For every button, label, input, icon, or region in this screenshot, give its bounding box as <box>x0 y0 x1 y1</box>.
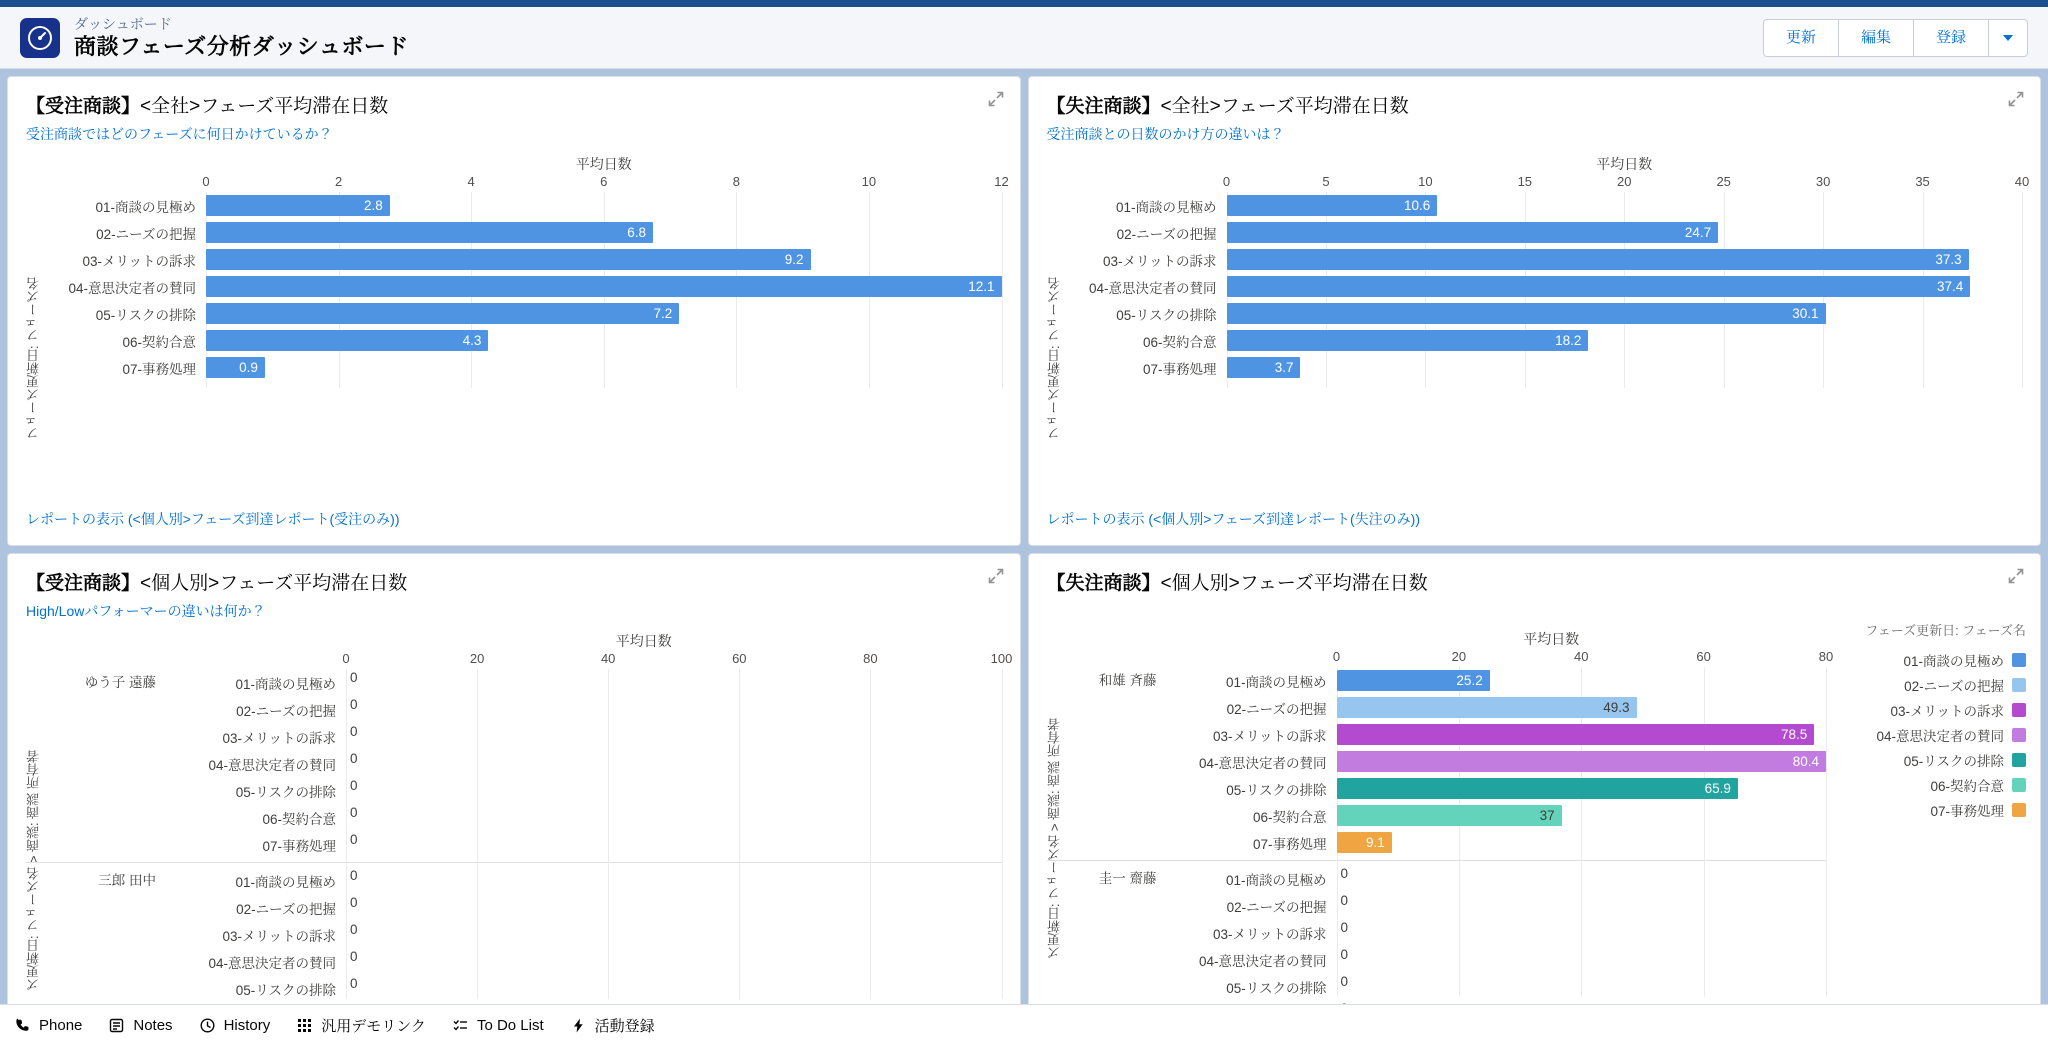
x-tick: 80 <box>863 651 878 666</box>
x-axis-title: 平均日数 <box>615 633 672 649</box>
group-owner-label: ゆう子 遠藤 <box>84 675 156 690</box>
y-axis-title: フェーズ更新日: フェーズ名 <box>26 276 41 440</box>
expand-icon[interactable] <box>2008 568 2024 584</box>
legend-item[interactable] <box>1840 672 2026 697</box>
x-tick: 20 <box>469 651 485 666</box>
legend-label: 04-意思決定者の賛同 <box>1876 728 2004 744</box>
bar-row[interactable] <box>166 669 1002 696</box>
bar-value: 30.1 <box>1792 306 1819 321</box>
bar-category-label: 04-意思決定者の賛同 <box>1198 755 1327 771</box>
bar-row[interactable] <box>26 246 1002 273</box>
bar-value: 0 <box>350 778 358 793</box>
bar-row[interactable] <box>1167 721 1827 748</box>
legend-item[interactable] <box>1840 722 2026 747</box>
bar[interactable] <box>1337 778 1738 799</box>
bar-category-label: 03-メリットの訴求 <box>222 730 336 746</box>
bar-row[interactable] <box>26 327 1002 354</box>
bolt-icon <box>570 1017 587 1034</box>
notes-icon <box>108 1017 125 1034</box>
bar[interactable] <box>1337 751 1827 772</box>
card-title-bold: 【受注商談】 <box>26 573 141 594</box>
bar-value: 3.7 <box>1274 360 1294 375</box>
edit-button[interactable]: 編集 <box>1838 19 1914 57</box>
bar-value: 4.3 <box>462 333 482 348</box>
group-owner-label: 圭一 齋藤 <box>1098 871 1157 886</box>
utility-notes[interactable] <box>108 1017 172 1034</box>
bar-value: 12.1 <box>968 279 995 294</box>
utility-demo-link[interactable] <box>296 1015 426 1036</box>
report-link[interactable]: レポートの表示 (<個人別>フェーズ到達レポート(受注のみ)) <box>26 511 400 527</box>
bar-category-label: 05-リスクの排除 <box>1226 980 1327 996</box>
bar-row[interactable] <box>166 696 1002 723</box>
bar-value: 37.4 <box>1937 279 1964 294</box>
expand-icon[interactable] <box>2008 91 2024 107</box>
bar-category-label: 02-ニーズの把握 <box>236 703 336 719</box>
page-header <box>0 7 2048 69</box>
bar-row[interactable] <box>1167 667 1827 694</box>
bar[interactable] <box>1337 805 1562 826</box>
bar-value: 0 <box>350 697 358 712</box>
bar-value: 9.1 <box>1366 835 1385 850</box>
expand-icon[interactable] <box>988 91 1004 107</box>
bar-group <box>1047 667 1827 856</box>
bar-value: 0 <box>350 751 358 766</box>
bar-value: 0 <box>350 868 358 883</box>
x-axis-ticks <box>1332 649 1834 667</box>
bar-value: 49.3 <box>1603 700 1630 715</box>
bar-value: 0 <box>350 724 358 739</box>
x-tick: 0 <box>1332 649 1341 664</box>
bar-row[interactable] <box>1167 919 1827 946</box>
chart-lost-company <box>1046 154 2030 440</box>
bar-value: 0 <box>1340 866 1349 881</box>
card-title <box>26 91 1002 118</box>
card-title-plain: <全社>フェーズ平均滞在日数 <box>1160 96 1409 117</box>
plot-area <box>26 192 1002 388</box>
bar-category-label: 06-契約合意 <box>262 811 336 827</box>
x-axis-title: 平均日数 <box>1523 631 1580 647</box>
bar-row[interactable] <box>1167 802 1827 829</box>
bar-category-label: 02-ニーズの把握 <box>96 226 196 242</box>
bar-row[interactable] <box>166 948 1002 975</box>
bar-value: 18.2 <box>1555 333 1582 348</box>
top-accent-bar <box>0 0 2048 7</box>
bar-category-label: 07-事務処理 <box>1252 836 1327 852</box>
title-block <box>74 16 409 59</box>
refresh-button[interactable]: 更新 <box>1763 19 1839 57</box>
bar[interactable] <box>1227 330 1589 351</box>
bar-category-label: 01-商談の見極め <box>235 874 336 890</box>
bar-category-label: 06-契約合意 <box>122 334 196 350</box>
bar-row[interactable] <box>166 921 1002 948</box>
legend-swatch-icon <box>2012 703 2026 717</box>
chart-lost-person <box>1046 629 1834 997</box>
utility-history[interactable] <box>199 1017 271 1034</box>
clock-icon <box>199 1017 216 1034</box>
bar-row[interactable] <box>1167 973 1827 1000</box>
card-lost-company <box>1028 76 2042 546</box>
bar-row[interactable] <box>166 831 1002 858</box>
y-axis-title: フェーズ更新日: フェーズ名 <box>1046 276 1062 440</box>
bar-category-label: 05-リスクの排除 <box>1226 782 1327 798</box>
bar-row[interactable] <box>1167 775 1827 802</box>
x-tick: 80 <box>1818 649 1834 664</box>
bar-value: 0 <box>350 895 358 910</box>
bar-value: 24.7 <box>1684 225 1712 240</box>
bar-category-label: 01-商談の見極め <box>95 199 196 215</box>
bar-category-label: 01-商談の見極め <box>235 676 336 692</box>
legend-swatch-icon <box>2012 803 2026 817</box>
card-title <box>1047 568 2023 595</box>
bar-value: 0 <box>1340 974 1349 989</box>
bar-row[interactable] <box>1167 892 1827 919</box>
bar-group <box>26 669 1002 858</box>
bar-value: 37 <box>1539 808 1555 823</box>
bar[interactable] <box>1227 195 1438 216</box>
legend-label: 02-ニーズの把握 <box>1904 678 2004 694</box>
bar-value: 0 <box>350 922 358 937</box>
y-axis-title: ズ更新日: フェーズ名 > 商談: 商談 所有者 <box>26 750 41 991</box>
bar-value: 0 <box>350 832 358 847</box>
card-title-bold: 【失注商談】 <box>1046 96 1161 117</box>
bar-category-label: 04-意思決定者の賛同 <box>1088 280 1217 296</box>
x-axis-ticks <box>1222 174 2030 192</box>
dashboard-icon <box>20 18 60 58</box>
bar-row[interactable] <box>166 723 1002 750</box>
bar-row[interactable] <box>26 273 1002 300</box>
bar-category-label: 05-リスクの排除 <box>235 982 336 998</box>
x-tick: 8 <box>732 174 740 189</box>
bar-category-label: 06-契約合意 <box>1142 334 1217 350</box>
bar-value: 0 <box>350 670 358 685</box>
bar[interactable] <box>1337 832 1392 853</box>
page-title: 商談フェーズ分析ダッシュボード <box>74 33 409 59</box>
bar-category-label: 03-メリットの訴求 <box>82 253 196 269</box>
bar-row[interactable] <box>1047 327 2023 354</box>
utility-label: History <box>223 1017 271 1034</box>
bar-category-label: 07-事務処理 <box>122 361 196 377</box>
utility-label: Phone <box>39 1017 83 1034</box>
list-icon <box>452 1017 469 1034</box>
x-tick: 60 <box>1696 649 1711 664</box>
bar[interactable] <box>1227 222 1719 243</box>
bar[interactable] <box>206 195 390 216</box>
legend-title: フェーズ更新日: フェーズ名 <box>1865 623 2026 638</box>
bar-value: 0 <box>350 805 358 820</box>
bar-category-label: 04-意思決定者の賛同 <box>1198 953 1327 969</box>
x-tick: 100 <box>990 651 1013 666</box>
legend-item[interactable] <box>1840 697 2026 722</box>
chevron-down-icon <box>2003 35 2013 41</box>
bar-group <box>1047 865 1827 1023</box>
group-owner-label: 三郎 田中 <box>98 873 156 888</box>
bar-row[interactable] <box>1047 300 2023 327</box>
card-won-company <box>7 76 1021 546</box>
bar-row[interactable] <box>1047 354 2023 381</box>
x-tick: 15 <box>1517 174 1533 189</box>
chart-won-company <box>26 154 1009 440</box>
bar[interactable] <box>1337 697 1637 718</box>
bar[interactable] <box>206 222 653 243</box>
bar-row[interactable] <box>166 867 1002 894</box>
x-tick: 2 <box>334 174 343 189</box>
bar-row[interactable] <box>1167 829 1827 856</box>
legend-swatch-icon <box>2012 753 2026 767</box>
bar-category-label: 02-ニーズの把握 <box>1116 226 1217 242</box>
bar-value: 25.2 <box>1456 673 1483 688</box>
card-title <box>26 568 1002 595</box>
bar-row[interactable] <box>1167 694 1827 721</box>
bar[interactable] <box>1227 249 1969 270</box>
x-tick: 12 <box>994 174 1009 189</box>
bar-value: 37.3 <box>1935 252 1962 267</box>
bar-row[interactable] <box>1167 748 1827 775</box>
bar-value: 65.9 <box>1704 781 1731 796</box>
x-tick: 10 <box>1418 174 1433 189</box>
card-title-bold: 【受注商談】 <box>26 96 141 117</box>
x-tick: 40 <box>1574 649 1589 664</box>
dashboard-grid <box>0 69 2048 1023</box>
legend-swatch-icon <box>2012 728 2026 742</box>
bar-row[interactable] <box>1047 192 2023 219</box>
phone-icon <box>14 1017 31 1034</box>
x-axis-title: 平均日数 <box>1596 156 1653 172</box>
bar-category-label: 03-メリットの訴求 <box>1213 926 1327 942</box>
subscribe-button[interactable]: 登録 <box>1913 19 1989 57</box>
bar-row[interactable] <box>1047 246 2023 273</box>
x-tick: 35 <box>1915 174 1930 189</box>
x-tick: 25 <box>1716 174 1731 189</box>
plot-area <box>26 669 1002 999</box>
bar-category-label: 01-商談の見極め <box>1115 199 1217 215</box>
utility-todo[interactable] <box>452 1017 544 1034</box>
bar-row[interactable] <box>1047 219 2023 246</box>
bar-category-label: 02-ニーズの把握 <box>236 901 336 917</box>
utility-label: 活動登録 <box>594 1018 655 1035</box>
legend-swatch-icon <box>2012 678 2026 692</box>
utility-label: Notes <box>133 1017 173 1034</box>
x-axis-ticks <box>342 651 1013 669</box>
bar-row[interactable] <box>166 894 1002 921</box>
bar-row[interactable] <box>166 804 1002 831</box>
x-tick: 30 <box>1815 174 1831 189</box>
bar-category-label: 01-商談の見極め <box>1225 674 1327 690</box>
card-subtitle[interactable]: 受注商談ではどのフェーズに何日かけているか？ <box>26 126 333 142</box>
bar[interactable] <box>206 357 265 378</box>
x-tick: 10 <box>861 174 877 189</box>
legend-swatch-icon <box>2012 778 2026 792</box>
bar[interactable] <box>206 330 488 351</box>
bar-value: 6.8 <box>627 225 647 240</box>
card-lost-person <box>1028 553 2042 1023</box>
bar[interactable] <box>206 303 679 324</box>
bar-value: 0 <box>350 976 358 991</box>
header-actions <box>1763 19 2028 57</box>
bar-row[interactable] <box>1167 865 1827 892</box>
card-title <box>1047 91 2023 118</box>
bar-row[interactable] <box>26 192 1002 219</box>
bar-value: 10.6 <box>1404 198 1431 213</box>
bar-row[interactable] <box>26 354 1002 381</box>
bar[interactable] <box>1227 303 1826 324</box>
utility-bar <box>0 1004 2048 1046</box>
card-subtitle[interactable]: High/Lowパフォーマーの違いは何か？ <box>26 603 266 619</box>
bar-category-label: 04-意思決定者の賛同 <box>208 757 336 773</box>
bar[interactable] <box>206 276 1002 297</box>
bar-category-label: 05-リスクの排除 <box>95 307 196 323</box>
bar-value: 80.4 <box>1792 754 1819 769</box>
x-tick: 60 <box>732 651 747 666</box>
bar-value: 0.9 <box>239 360 258 375</box>
bar[interactable] <box>1227 276 1971 297</box>
group-owner-label: 和雄 斉藤 <box>1098 673 1157 688</box>
bar-value: 7.2 <box>653 306 673 321</box>
utility-phone[interactable] <box>14 1017 82 1034</box>
x-tick: 0 <box>342 651 350 666</box>
card-won-person <box>7 553 1021 1023</box>
x-tick: 5 <box>1322 174 1330 189</box>
legend-item[interactable] <box>1840 747 2026 772</box>
bar-value: 0 <box>1340 947 1349 962</box>
chart-legend <box>1840 620 2026 822</box>
card-title-plain: <全社>フェーズ平均滞在日数 <box>140 96 389 117</box>
bar-value: 0 <box>1340 920 1349 935</box>
bar-category-label: 04-意思決定者の賛同 <box>208 955 336 971</box>
expand-icon[interactable] <box>988 568 1004 584</box>
bar-row[interactable] <box>166 777 1002 804</box>
utility-log-activity[interactable] <box>570 1015 655 1036</box>
plot-area <box>1047 192 2023 388</box>
bar[interactable] <box>1337 724 1815 745</box>
legend-label: 06-契約合意 <box>1930 778 2004 794</box>
bar-row[interactable] <box>166 750 1002 777</box>
utility-label: To Do List <box>476 1017 544 1034</box>
bar-row[interactable] <box>1167 946 1827 973</box>
card-title-bold: 【失注商談】 <box>1046 573 1161 594</box>
bar-row[interactable] <box>26 219 1002 246</box>
grid-icon <box>296 1017 313 1034</box>
x-tick: 0 <box>202 174 210 189</box>
legend-label: 01-商談の見極め <box>1903 653 2004 669</box>
chart-won-person <box>26 631 1013 999</box>
x-tick: 20 <box>1617 174 1632 189</box>
x-tick: 4 <box>467 174 475 189</box>
legend-label: 05-リスクの排除 <box>1903 753 2004 769</box>
legend-item[interactable] <box>1840 772 2026 797</box>
x-axis-title: 平均日数 <box>575 156 632 172</box>
bar[interactable] <box>206 249 811 270</box>
bar-value: 2.8 <box>363 198 383 213</box>
bar-category-label: 04-意思決定者の賛同 <box>68 280 196 296</box>
breadcrumb[interactable]: ダッシュボード <box>74 15 172 32</box>
bar[interactable] <box>1227 357 1301 378</box>
legend-label: 07-事務処理 <box>1930 803 2004 819</box>
legend-swatch-icon <box>2012 653 2026 667</box>
x-tick: 20 <box>1451 649 1467 664</box>
bar-category-label: 06-契約合意 <box>1252 809 1327 825</box>
bar-value: 0 <box>350 949 358 964</box>
y-axis-title: ズ更新日: フェーズ名 > 商談: 商談 所有者 <box>1046 718 1062 959</box>
card-subtitle[interactable]: 受注商談との日数のかけ方の違いは？ <box>1046 126 1285 142</box>
x-tick: 0 <box>1222 174 1231 189</box>
bar-category-label: 03-メリットの訴求 <box>1103 253 1217 269</box>
bar-category-label: 03-メリットの訴求 <box>222 928 336 944</box>
bar-category-label: 03-メリットの訴求 <box>1213 728 1327 744</box>
bar-category-label: 01-商談の見極め <box>1225 872 1327 888</box>
x-axis-ticks <box>202 174 1009 192</box>
bar-row[interactable] <box>1047 273 2023 300</box>
x-tick: 40 <box>2014 174 2030 189</box>
legend-item[interactable] <box>1840 797 2026 822</box>
more-actions-button[interactable] <box>1988 19 2028 57</box>
bar[interactable] <box>1337 670 1490 691</box>
bar-row[interactable] <box>166 975 1002 1002</box>
x-tick: 40 <box>600 651 616 666</box>
bar-value: 78.5 <box>1780 727 1808 742</box>
bar-category-label: 05-リスクの排除 <box>235 784 336 800</box>
plot-area <box>1047 667 1827 997</box>
bar-group <box>26 867 1002 1002</box>
bar-value: 0 <box>1340 893 1349 908</box>
card-title-plain: <個人別>フェーズ平均滞在日数 <box>1160 573 1428 594</box>
bar-category-label: 07-事務処理 <box>1142 361 1217 377</box>
bar-category-label: 05-リスクの排除 <box>1116 307 1217 323</box>
legend-label: 03-メリットの訴求 <box>1890 703 2004 719</box>
legend-item[interactable] <box>1840 647 2026 672</box>
utility-label: 汎用デモリンク <box>321 1018 426 1035</box>
bar-value: 9.2 <box>784 252 804 267</box>
card-title-plain: <個人別>フェーズ平均滞在日数 <box>140 573 408 594</box>
bar-row[interactable] <box>26 300 1002 327</box>
x-tick: 6 <box>600 174 608 189</box>
bar-category-label: 07-事務処理 <box>262 838 336 854</box>
bar-category-label: 02-ニーズの把握 <box>1226 899 1327 915</box>
bar-category-label: 02-ニーズの把握 <box>1226 701 1327 717</box>
report-link[interactable]: レポートの表示 (<個人別>フェーズ到達レポート(失注のみ)) <box>1046 511 1420 527</box>
